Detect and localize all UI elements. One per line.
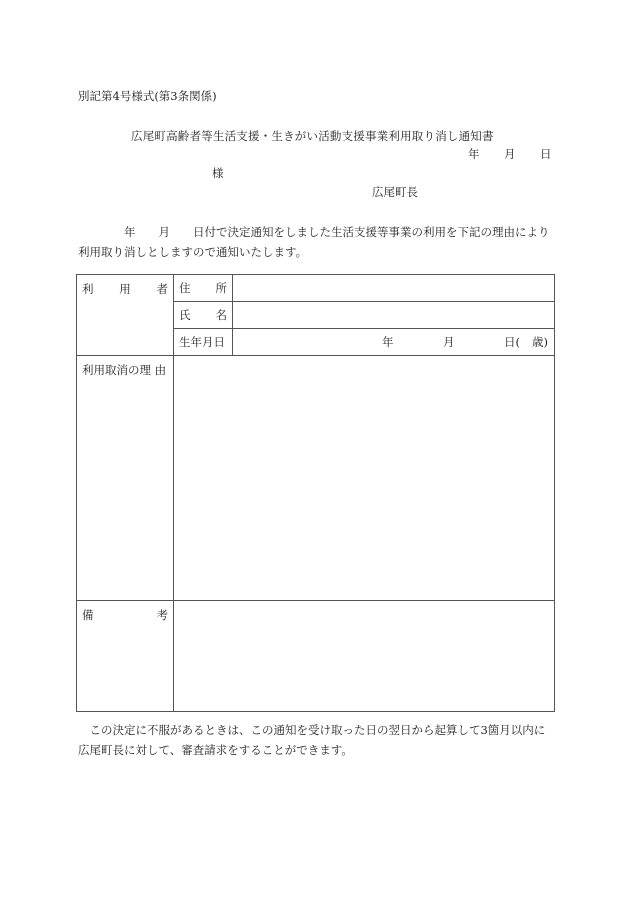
form-number: 別記第4号様式(第3条関係) xyxy=(78,89,217,103)
remarks-label-cell xyxy=(77,601,174,712)
recipient-suffix: 様 xyxy=(212,166,224,180)
dob-label-cell xyxy=(174,329,233,356)
name-field[interactable] xyxy=(233,302,555,329)
address-field[interactable] xyxy=(233,275,555,302)
date-day-label: 日 xyxy=(540,147,552,161)
reason-field[interactable] xyxy=(174,356,555,601)
issuer: 広尾町長 xyxy=(372,185,418,199)
dob-field[interactable]: 年 月 日( 歳) xyxy=(233,329,555,356)
body-text: 年 月 日付で決定通知をしました生活支援等事業の利用を下記の理由により利用取り消しとしますので通知いたします。 xyxy=(78,225,550,259)
form-table xyxy=(76,274,555,712)
issue-date xyxy=(468,146,552,162)
user-label-cell xyxy=(77,275,174,356)
name-label: 氏 名 xyxy=(179,308,227,322)
reason-label-cell xyxy=(77,356,174,601)
dob-label: 生年月日 xyxy=(179,335,225,349)
date-year-label: 年 xyxy=(468,147,480,161)
date-month-label: 月 xyxy=(504,147,516,161)
reason-label: 利用取消の理 由 xyxy=(82,363,167,377)
appeal-note: この決定に不服があるときは、この通知を受け取った日の翌日から起算して3箇月以内に広尾町長に対して、審査請求をすることができます。 xyxy=(78,723,546,757)
remarks-label: 備 考 xyxy=(82,608,168,622)
user-label: 利 用 者 xyxy=(82,282,168,296)
name-label-cell xyxy=(174,302,233,329)
address-label-cell xyxy=(174,275,233,302)
document-title: 広尾町高齢者等生活支援・生きがい活動支援事業利用取り消し通知書 xyxy=(131,129,494,143)
remarks-field[interactable] xyxy=(174,601,555,712)
address-label: 住 所 xyxy=(179,281,227,295)
